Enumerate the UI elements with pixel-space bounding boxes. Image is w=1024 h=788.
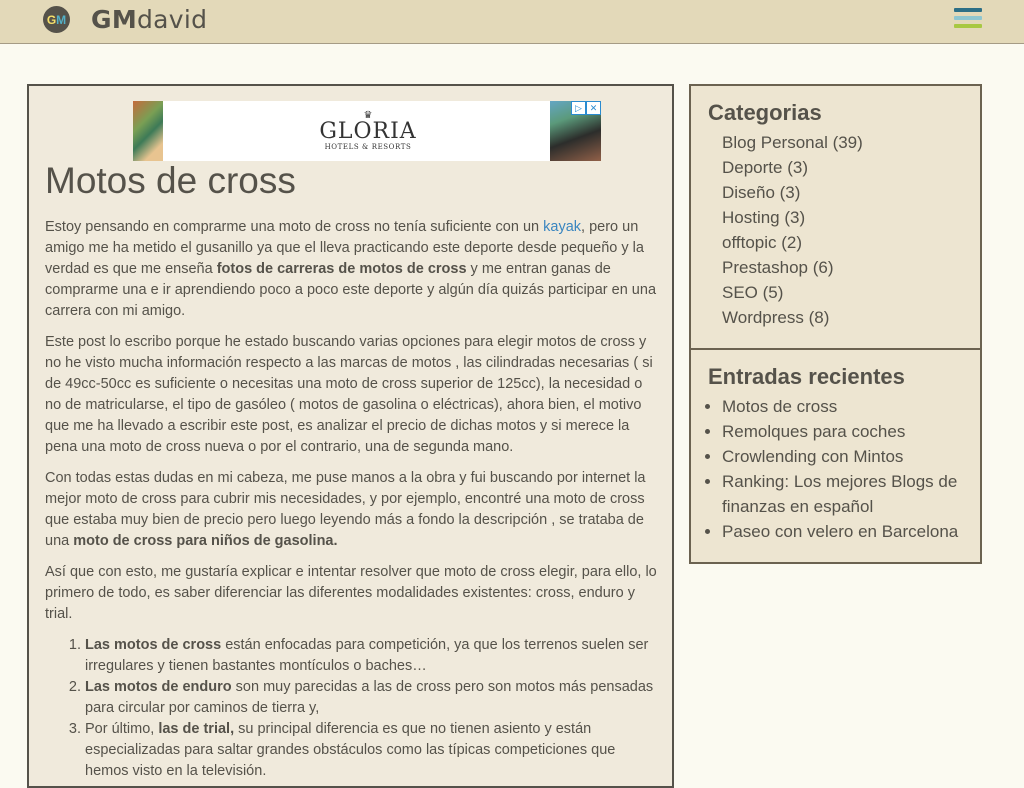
category-item[interactable]: offtopic (2) [722, 233, 803, 252]
sidebar [689, 84, 982, 564]
category-item[interactable]: Wordpress (8) [722, 308, 830, 327]
crown-icon: ♛ [363, 110, 373, 121]
text: su principal diferencia es que no tienen asiento y están especializadas para saltar grandes obstáculos como las típicas competiciones que hemos visto en la televisión. [85, 721, 616, 779]
hamburger-menu-icon[interactable] [954, 8, 982, 32]
ad-brand: GLORIA [319, 119, 417, 144]
menu-bar [954, 16, 982, 20]
text: Por último, [85, 721, 159, 737]
recent-post-item[interactable]: • Remolques para coches [722, 419, 963, 444]
category-item[interactable]: Diseño (3) [722, 183, 801, 202]
paragraph: Así que con esto, me gustaría explicar e intentar resolver que moto de cross elegir, para ello, lo primero de todo, es saber diferenciar las diferentes modalidades existentes: cross, enduro y trial. [45, 564, 657, 622]
ad-image-left [133, 101, 163, 161]
recent-post-item[interactable]: • Crowlending con Mintos [722, 444, 963, 469]
text: , pero un amigo me ha metido el gusanillo ya que el lleva practicando este deporte desde pequeño y la verdad es que me enseña [45, 219, 644, 277]
logo-letter-g: G [46, 12, 57, 27]
site-logo-icon[interactable] [43, 6, 70, 33]
list-item [85, 677, 657, 719]
brand-bold: GM [91, 5, 137, 34]
text: y me entran ganas de comprarme una e ir aprendiendo poco a poco este deporte y algún día quizás participar en una carrera con mi amigo. [45, 261, 657, 319]
menu-bar [954, 24, 982, 28]
bold-text: Las motos de enduro [85, 679, 232, 695]
bold-text: Las motos de cross [85, 637, 222, 653]
category-item[interactable]: Deporte (3) [722, 158, 808, 177]
ad-logo [313, 111, 423, 151]
text: Con todas estas dudas en mi cabeza, me puse manos a la obra y fui buscando por internet la mejor moto de cross para cubrir mis necesidades, y por ejemplo, encontré una moto de cross que estaba muy bien de precio pero luego leyendo más a fondo la descripción , se trataba de una [45, 470, 646, 549]
category-item[interactable]: Hosting (3) [722, 208, 806, 227]
ad-subtitle: HOTELS & RESORTS [324, 143, 412, 151]
ad-banner[interactable] [133, 101, 601, 161]
bold-text: fotos de carreras de motos de cross [216, 261, 467, 277]
paragraph: Este post lo escribo porque he estado buscando varias opciones para elegir motos de cross y no he visto mucha información respecto a las marcas de motos , las cilindradas necesarias ( si de 49cc-50cc es suficiente o necesitas una moto de cross superior de 125cc), la necesidad o no de matricularse, el tipo de gasóleo ( motos de gasolina o eléctricas), ahora bien, el motivo que me ha llevado a escribir este post, es analizar el precio de dichas motos y si merece la pena una moto de cross nueva o por el contrario, una de segunda mano. [45, 334, 653, 455]
logo-letter-m: M [56, 12, 67, 27]
category-item[interactable]: Prestashop (6) [722, 258, 834, 277]
categories-list [708, 130, 963, 330]
recent-post-item[interactable]: • Paseo con velero en Barcelona [722, 519, 963, 544]
categories-widget [691, 86, 980, 348]
kayak-link[interactable]: kayak [543, 219, 582, 235]
article-body [45, 217, 657, 782]
bold-text: moto de cross para niños de gasolina. [73, 533, 338, 549]
brand-rest: david [137, 5, 208, 34]
ad-badges [571, 101, 601, 115]
bold-text: las de trial, [158, 721, 235, 737]
article-card [27, 84, 674, 788]
site-brand-link[interactable] [91, 5, 207, 34]
recent-posts-list [708, 394, 963, 544]
text: Estoy pensando en comprarme una moto de cross no tenía suficiente con un [45, 219, 544, 235]
text: son muy parecidas a las de cross pero son motos más pensadas para circular por caminos de tierra y, [85, 679, 654, 716]
category-item[interactable]: SEO (5) [722, 283, 784, 302]
recent-posts-widget [691, 348, 980, 562]
ad-info-icon[interactable]: ▷ [571, 101, 586, 115]
categories-title: Categorias [708, 100, 822, 125]
text: están enfocadas para competición, ya que los terrenos suelen ser irregulares y tienen bastantes montículos o baches… [85, 637, 649, 674]
list-item [85, 719, 657, 782]
site-header [0, 0, 1024, 44]
paragraph [45, 217, 657, 322]
menu-bar [954, 8, 982, 12]
recent-post-item[interactable]: • Motos de cross [722, 394, 963, 419]
list-item [85, 635, 657, 677]
page-title: Motos de cross [45, 160, 296, 201]
category-item[interactable]: Blog Personal (39) [722, 133, 863, 152]
recent-posts-title: Entradas recientes [708, 364, 905, 389]
ad-close-icon[interactable]: ✕ [586, 101, 601, 115]
recent-post-item[interactable]: • Ranking: Los mejores Blogs de finanzas en español [722, 469, 963, 519]
modalities-list [45, 635, 657, 782]
paragraph [45, 468, 657, 552]
